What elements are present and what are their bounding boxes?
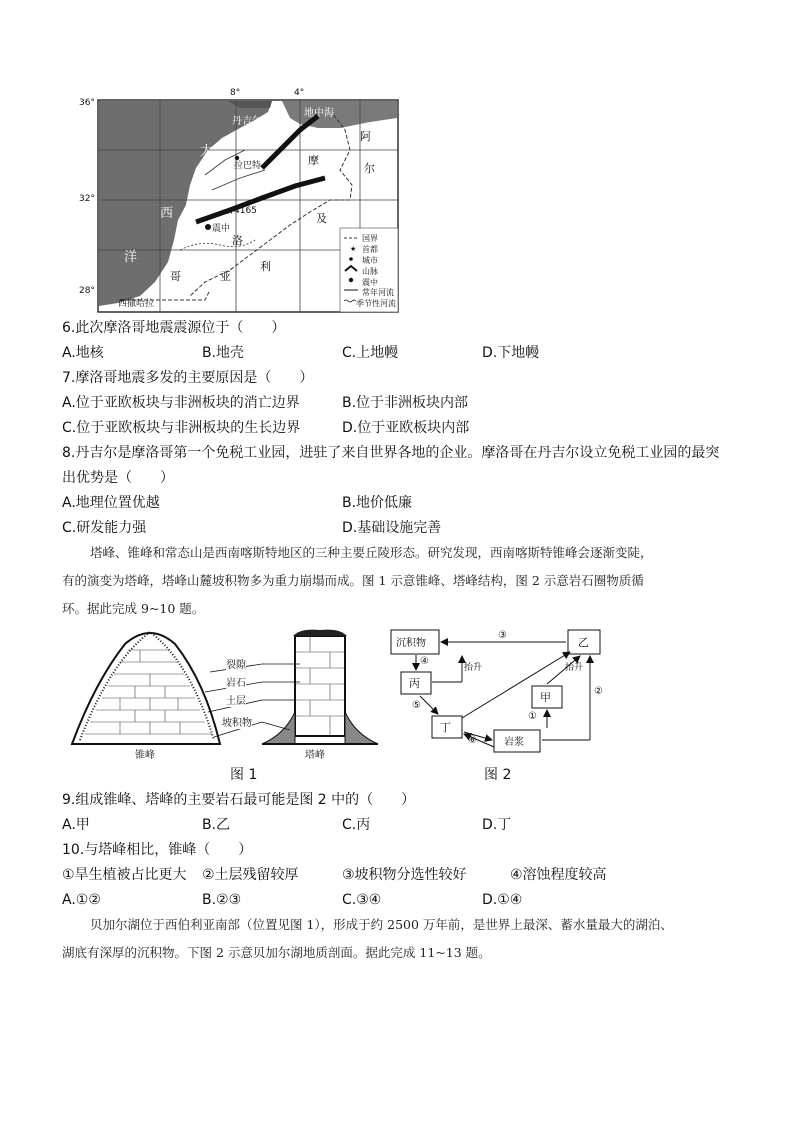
map-label-algeria-3: 及 [316, 212, 327, 225]
q8-stem-line2: 出优势是（ ） [62, 470, 174, 486]
q10-stem: 10.与塔峰相比，锥峰（ ） [62, 842, 253, 858]
q7-stem: 7.摩洛哥地震多发的主要原因是（ ） [62, 370, 314, 386]
fig2-box-ding: 丁 [440, 721, 451, 734]
map-lat-36: 36° [79, 98, 95, 108]
map-legend-city: 城市 [362, 256, 378, 265]
q10-option-c: C.③④ [342, 892, 382, 908]
passage2-line2: 湖底有深厚的沉积物。下图 2 示意贝加尔湖地质剖面。据此完成 11~13 题。 [62, 945, 491, 960]
map-legend-river: 常年河流 [362, 288, 394, 297]
q10-statement-3: ③坡积物分选性较好 [342, 867, 467, 883]
fig2-box-yi: 乙 [578, 636, 589, 649]
map-label-mediterranean: 地中海 [304, 108, 334, 119]
passage2-line1: 贝加尔湖位于西伯利亚南部（位置见图 1），形成于约 2500 万年前，是世界上最深、蓄水量最大的湖泊、 [90, 917, 673, 932]
q9-stem: 9.组成锥峰、塔峰的主要岩石最可能是图 2 中的（ ） [62, 792, 416, 808]
q9-option-d: D.丁 [482, 817, 512, 833]
fig2-num-3: ③ [498, 630, 507, 641]
map-legend-mountain: 山脉 [362, 267, 378, 276]
passage1-line2: 有的演变为塔峰，塔峰山麓坡积物多为重力崩塌而成。图 1 示意锥峰、塔峰结构，图 2 示意岩石圈物质循 [62, 573, 644, 588]
map-label-algeria-1: 阿 [360, 130, 371, 143]
fig2-box-jia: 甲 [540, 691, 551, 704]
fig1-cone-label: 锥峰 [135, 750, 155, 761]
q7-option-a: A.位于亚欧板块与非洲板块的消亡边界 [62, 395, 300, 411]
q10-option-a: A.①② [62, 892, 101, 908]
figure1-caption: 图 1 [230, 767, 258, 783]
q10-statement-4: ④溶蚀程度较高 [510, 867, 607, 883]
map-lat-28: 28° [79, 286, 95, 296]
q10-option-d: D.①④ [482, 892, 523, 908]
q8-option-d: D.基础设施完善 [342, 520, 442, 536]
q9-option-a: A.甲 [62, 817, 90, 833]
map-label-tangier: 丹吉尔 [232, 116, 262, 127]
q9-option-b: B.乙 [202, 817, 231, 833]
passage1-line3: 环。据此完成 9~10 题。 [62, 601, 205, 616]
fig1-label-rock: 岩石 [226, 674, 246, 689]
morocco-map [0, 0, 794, 320]
q7-option-b: B.位于非洲板块内部 [342, 395, 469, 411]
q6-option-a: A.地核 [62, 345, 104, 361]
map-label-peak: 4165 [234, 206, 257, 216]
fig2-box-sediment: 沉积物 [396, 638, 426, 649]
q7-option-c: C.位于亚欧板块与非洲板块的生长边界 [62, 420, 301, 436]
map-label-atlantic-1: 大 [200, 144, 214, 159]
fig1-label-fissure: 裂隙 [226, 656, 246, 671]
map-lon-4: 4° [294, 88, 305, 98]
fig2-box-magma: 岩浆 [504, 737, 524, 748]
q6-option-b: B.地壳 [202, 345, 245, 361]
fig1-label-soil: 土层 [226, 692, 246, 707]
map-legend-border: 国界 [362, 234, 378, 243]
svg-text:★: ★ [226, 207, 235, 217]
map-lon-8: 8° [230, 88, 241, 98]
map-label-lia-2: 亚 [220, 270, 231, 283]
q6-option-d: D.下地幔 [482, 345, 540, 361]
q10-option-b: B.②③ [202, 892, 242, 908]
map-label-morocco-2: 洛 [232, 234, 243, 247]
map-label-algeria-2: 尔 [364, 162, 375, 175]
fig2-uplift-2: 抬升 [565, 663, 584, 673]
figure2-caption: 图 2 [484, 767, 512, 783]
fig2-uplift-1: 抬升 [464, 663, 483, 673]
map-legend-seasonal-river: 季节性河流 [356, 299, 396, 308]
q9-option-c: C.丙 [342, 817, 371, 833]
map-label-morocco-1: 摩 [308, 154, 319, 167]
map-label-epicenter: 震中 [212, 224, 231, 234]
map-legend-capital: 首都 [362, 245, 378, 254]
q8-stem-line1: 8.丹吉尔是摩洛哥第一个免税工业园，进驻了来自世界各地的企业。摩洛哥在丹吉尔设立免税工业园的最突 [62, 445, 720, 461]
q8-option-c: C.研发能力强 [62, 520, 147, 536]
fig2-num-6: ⑥ [468, 735, 477, 746]
map-label-lia-1: 利 [260, 260, 271, 273]
map-label-west-sahara: 西撒哈拉 [118, 299, 155, 309]
map-label-atlantic-2: 西 [160, 206, 174, 221]
fig2-num-2: ② [594, 686, 603, 697]
fig1-label-colluvium: 坡积物 [222, 714, 252, 729]
q6-stem: 6.此次摩洛哥地震震源位于（ ） [62, 320, 286, 336]
map-label-morocco-3: 哥 [170, 270, 181, 283]
q8-option-a: A.地理位置优越 [62, 495, 160, 511]
q10-statement-1: ①旱生植被占比更大 [62, 867, 187, 883]
q8-option-b: B.地价低廉 [342, 495, 413, 511]
map-lat-32: 32° [79, 194, 95, 204]
passage1-line1: 塔峰、锥峰和常态山是西南喀斯特地区的三种主要丘陵形态。研究发现，西南喀斯特锥峰会逐渐变陡， [90, 545, 653, 560]
q10-statement-2: ②土层残留较厚 [202, 867, 299, 883]
fig1-tower-label: 塔峰 [305, 750, 325, 761]
q6-option-c: C.上地幔 [342, 345, 399, 361]
fig2-num-1: ① [528, 711, 537, 722]
fig2-box-bing: 丙 [409, 677, 420, 690]
fig2-num-4: ④ [420, 656, 429, 667]
fig2-num-5: ⑤ [412, 700, 421, 711]
map-label-rabat: 拉巴特 [234, 161, 262, 171]
map-label-atlantic-3: 洋 [124, 250, 138, 265]
map-legend-epicenter: 震中 [362, 278, 378, 287]
q7-option-d: D.位于亚欧板块内部 [342, 420, 470, 436]
svg-text:★: ★ [350, 245, 357, 253]
